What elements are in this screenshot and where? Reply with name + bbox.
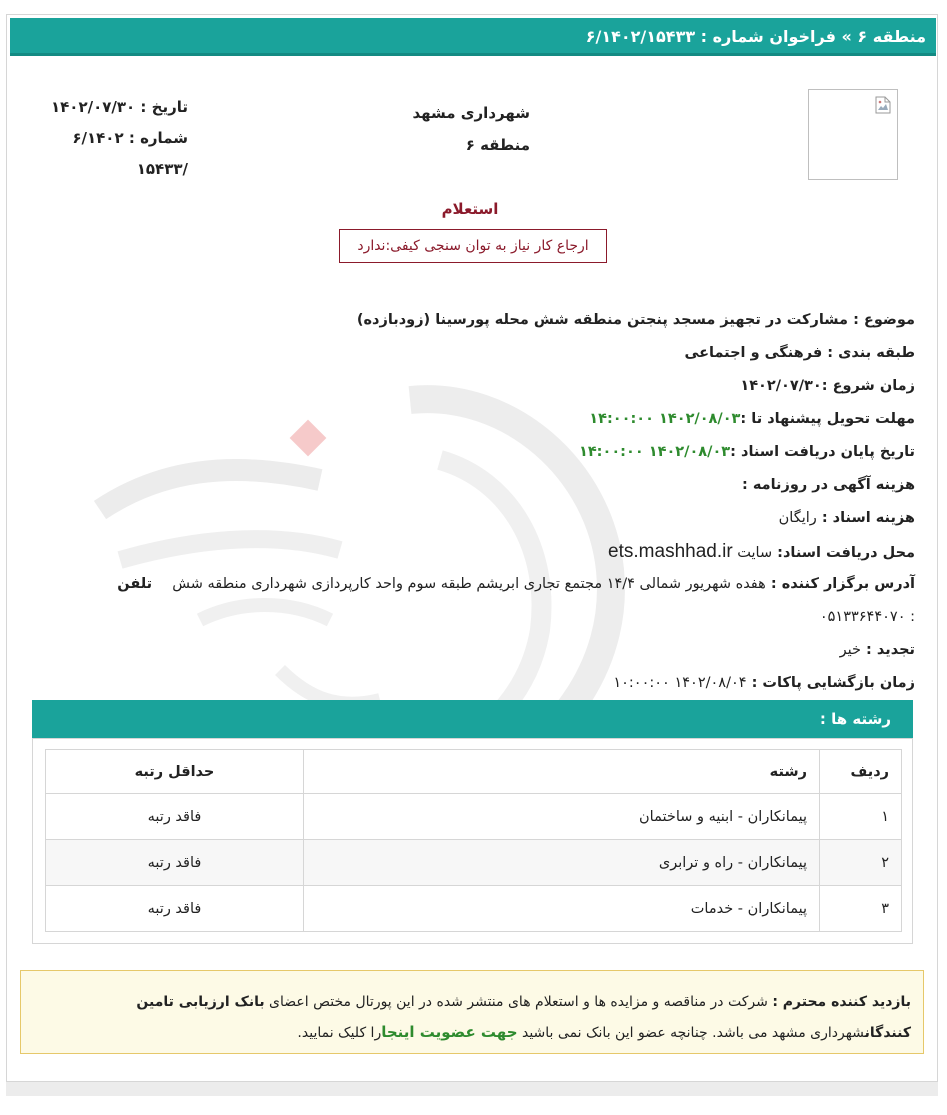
org-region: منطقه ۶ — [465, 136, 530, 154]
notice-text1: شرکت در مناقصه و مزایده ها و استعلام های منتشر شده در این پورتال مختص اعضای — [264, 994, 773, 1010]
logo-placeholder — [808, 89, 898, 180]
phone-label: تلفن — [117, 576, 153, 592]
notice-text2: شهرداری مشهد می باشد. چنانچه عضو این بانک نمی باشید — [517, 1025, 865, 1041]
detail-docs-end — [35, 440, 915, 473]
notice-text3: را کلیک نمایید. — [297, 1025, 382, 1041]
join-link[interactable]: جهت عضویت اینجا — [381, 1023, 518, 1041]
visitor-notice — [20, 970, 924, 1054]
meta-block — [38, 92, 188, 185]
row-rank: فاقد رتبه — [46, 840, 304, 886]
col-header-rank: حداقل رتبه — [46, 750, 304, 794]
fields-table-wrap — [32, 738, 913, 944]
place-prefix: سایت — [732, 545, 773, 561]
inquiry-title: استعلام — [441, 200, 499, 218]
deadline-value: ۱۴۰۲/۰۸/۰۳ ۱۴:۰۰:۰۰ — [589, 411, 741, 427]
notice-lead: بازدید کننده محترم : — [772, 994, 911, 1010]
row-field: پیمانکاران - خدمات — [304, 886, 820, 932]
deadline-label: مهلت تحویل پیشنهاد تا : — [740, 411, 915, 427]
header-title: منطقه ۶ » فراخوان شماره : ۶/۱۴۰۲/۱۵۴۳۳ — [585, 27, 926, 46]
fields-section-title: رشته ها : — [819, 710, 891, 728]
doc-number-line2: /۱۵۴۳۳ — [136, 160, 188, 178]
detail-renew — [35, 638, 915, 671]
table-row — [46, 840, 902, 886]
category-value: فرهنگی و اجتماعی — [684, 345, 823, 361]
doc-number-line1: شماره : ۶/۱۴۰۲ — [72, 129, 188, 147]
renew-label: تجدید : — [861, 642, 915, 658]
detail-category — [35, 341, 915, 374]
opening-label: زمان بازگشایی پاکات : — [746, 675, 915, 691]
details-list — [35, 308, 915, 704]
row-field: پیمانکاران - ابنیه و ساختمان — [304, 794, 820, 840]
page-header — [10, 18, 936, 56]
doc-cost-label: هزینه اسناد : — [816, 510, 915, 526]
doc-date: تاریخ : ۱۴۰۲/۰۷/۳۰ — [51, 98, 188, 116]
org-name: شهرداری مشهد — [412, 104, 530, 122]
row-rank: فاقد رتبه — [46, 794, 304, 840]
table-header-row — [46, 750, 902, 794]
table-row — [46, 794, 902, 840]
detail-subject — [35, 308, 915, 341]
fields-table — [45, 749, 902, 932]
detail-doc-place — [35, 539, 915, 572]
start-label: زمان شروع : — [821, 378, 915, 394]
detail-address — [35, 572, 915, 605]
row-rank: فاقد رتبه — [46, 886, 304, 932]
subject-label: موضوع : — [848, 312, 915, 328]
detail-ad-cost — [35, 473, 915, 506]
subject-value: مشارکت در تجهیز مسجد پنجتن منطقه شش محله پورسینا (زودبازده) — [356, 312, 849, 328]
docs-end-label: تاریخ پایان دریافت اسناد : — [730, 444, 915, 460]
notice-bank: بانک ارزیابی تامین کنندگان — [136, 994, 911, 1041]
row-index: ۱ — [820, 794, 902, 840]
opening-value: ۱۴۰۲/۰۸/۰۴ ۱۰:۰۰:۰۰ — [613, 675, 747, 691]
row-index: ۲ — [820, 840, 902, 886]
row-field: پیمانکاران - راه و ترابری — [304, 840, 820, 886]
broken-image-icon — [875, 96, 891, 114]
address-label: آدرس برگزار کننده : — [765, 576, 915, 592]
category-label: طبقه بندی : — [822, 345, 915, 361]
table-row — [46, 886, 902, 932]
detail-phone — [35, 605, 915, 638]
docs-end-value: ۱۴۰۲/۰۸/۰۳ ۱۴:۰۰:۰۰ — [578, 444, 731, 460]
detail-doc-cost — [35, 506, 915, 539]
place-site-link[interactable]: ets.mashhad.ir — [608, 541, 733, 562]
fields-section-header — [32, 700, 913, 738]
detail-deadline — [35, 407, 915, 440]
address-value: هفده شهریور شمالی ۱۴/۴ مجتمع تجاری ابریشم طبقه سوم واحد کارپردازی شهرداری منطقه شش — [172, 576, 766, 592]
place-label: محل دریافت اسناد: — [772, 545, 915, 561]
col-header-field: رشته — [304, 750, 820, 794]
row-index: ۳ — [820, 886, 902, 932]
bottom-strip — [6, 1082, 938, 1096]
col-header-index: ردیف — [820, 750, 902, 794]
ad-cost-label: هزینه آگهی در روزنامه : — [741, 477, 915, 493]
inquiry-note-box — [339, 229, 607, 263]
organization-block — [380, 97, 530, 161]
renew-value: خیر — [839, 642, 861, 658]
start-value: ۱۴۰۲/۰۷/۳۰ — [740, 378, 822, 394]
doc-cost-value: رایگان — [778, 510, 817, 526]
inquiry-note: ارجاع کار نیاز به توان سنجی کیفی:ندارد — [357, 238, 589, 254]
detail-start — [35, 374, 915, 407]
phone-value: : ۰۵۱۳۳۶۴۴۰۷۰ — [819, 609, 915, 625]
